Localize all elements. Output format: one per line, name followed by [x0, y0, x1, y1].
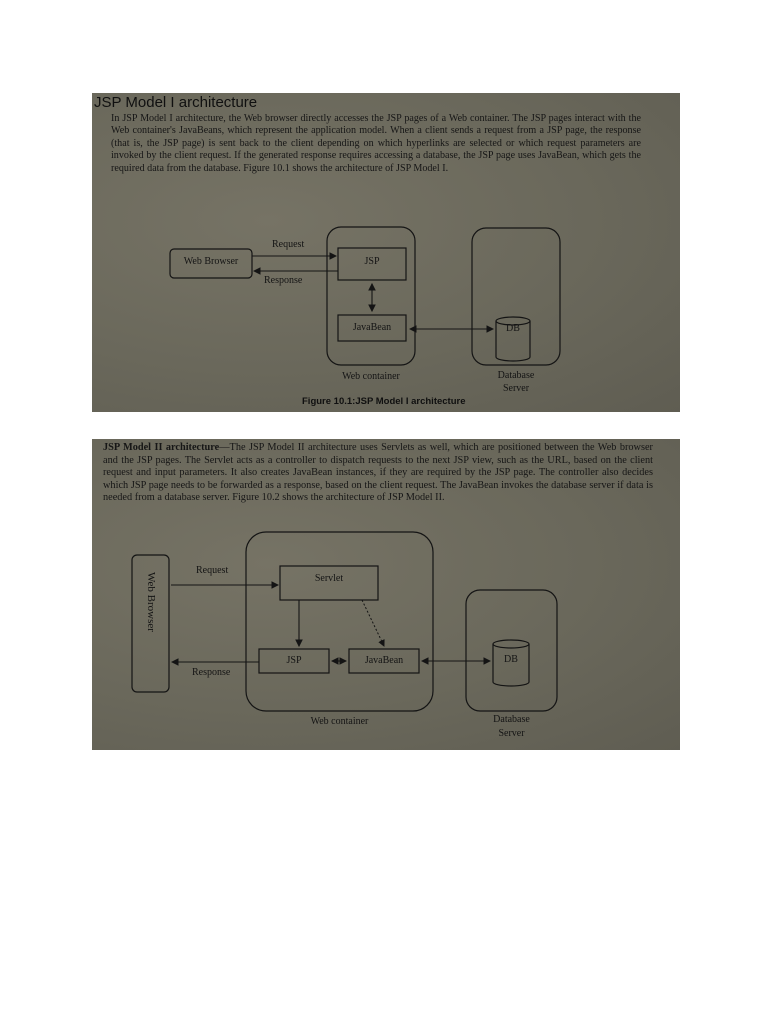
model2-heading: JSP Model II architecture	[103, 442, 220, 453]
model1-heading: JSP Model I architecture	[94, 94, 258, 111]
model1-diagram	[92, 93, 680, 412]
model1-database-server-box	[472, 228, 560, 365]
model2-page-photo	[92, 439, 680, 750]
model2-response-label: Response	[192, 667, 231, 678]
model1-jsp-label: JSP	[364, 256, 380, 267]
model1-javabean-label: JavaBean	[352, 322, 392, 333]
model2-database-server-box	[466, 590, 557, 711]
model2-jsp-label: JSP	[286, 655, 302, 666]
model2-database-label-line1: Database	[493, 714, 530, 725]
model2-servlet-label: Servlet	[314, 573, 344, 584]
model2-diagram	[92, 439, 680, 750]
model1-db-label: DB	[506, 323, 520, 334]
model1-paragraph: In JSP Model I architecture, the Web browser directly accesses the JSP pages of a Web container. The JSP pages interact with the Web container's JavaBeans, which represent the application model. When a client sends a request from a JSP page, the response (that is, the JSP page) is sent back to the client depending on which hyperlinks are selected or which request parameters are invoked by the client request. If the generated response requires accessing a database, the JSP page uses JavaBean, which gets the required data from the database. Figure 10.1 shows the architecture of JSP Model I.	[111, 113, 641, 174]
model1-request-label: Request	[272, 239, 305, 250]
model2-request-label: Request	[196, 565, 229, 576]
model1-web-container-label: Web container	[342, 371, 400, 382]
model2-web-container-label: Web container	[310, 716, 369, 727]
model1-response-label: Response	[264, 275, 303, 286]
model1-figure-caption: Figure 10.1:JSP Model I architecture	[302, 396, 466, 407]
model1-database-label-line2: Server	[502, 383, 530, 394]
model1-page-photo	[92, 93, 680, 412]
model1-web-browser-label: Web Browser	[183, 256, 239, 267]
model1-database-label-line1: Database	[497, 370, 535, 381]
model2-javabean-label: JavaBean	[364, 655, 404, 666]
model2-database-label-line2: Server	[498, 728, 525, 739]
model2-paragraph: —The JSP Model II architecture uses Servlets as well, which are positioned between the Web browser and the JSP pages. The Servlet acts as a controller to dispatch requests to the next JSP view, such as the URL, based on the client request and input parameters. It also creates JavaBean instances, if they are required by the JSP page. The controller also decides which JSP page needs to be forwarded as a response, based on the client request. The JavaBean invokes the database server if data is needed from a database server. Figure 10.2 shows the architecture of JSP Model II.	[103, 442, 653, 504]
model2-servlet-javabean-arrow	[362, 600, 384, 646]
model2-web-container-box	[246, 532, 433, 711]
model2-web-browser-label: Web Browser	[145, 572, 157, 632]
model2-db-label: DB	[504, 654, 518, 665]
